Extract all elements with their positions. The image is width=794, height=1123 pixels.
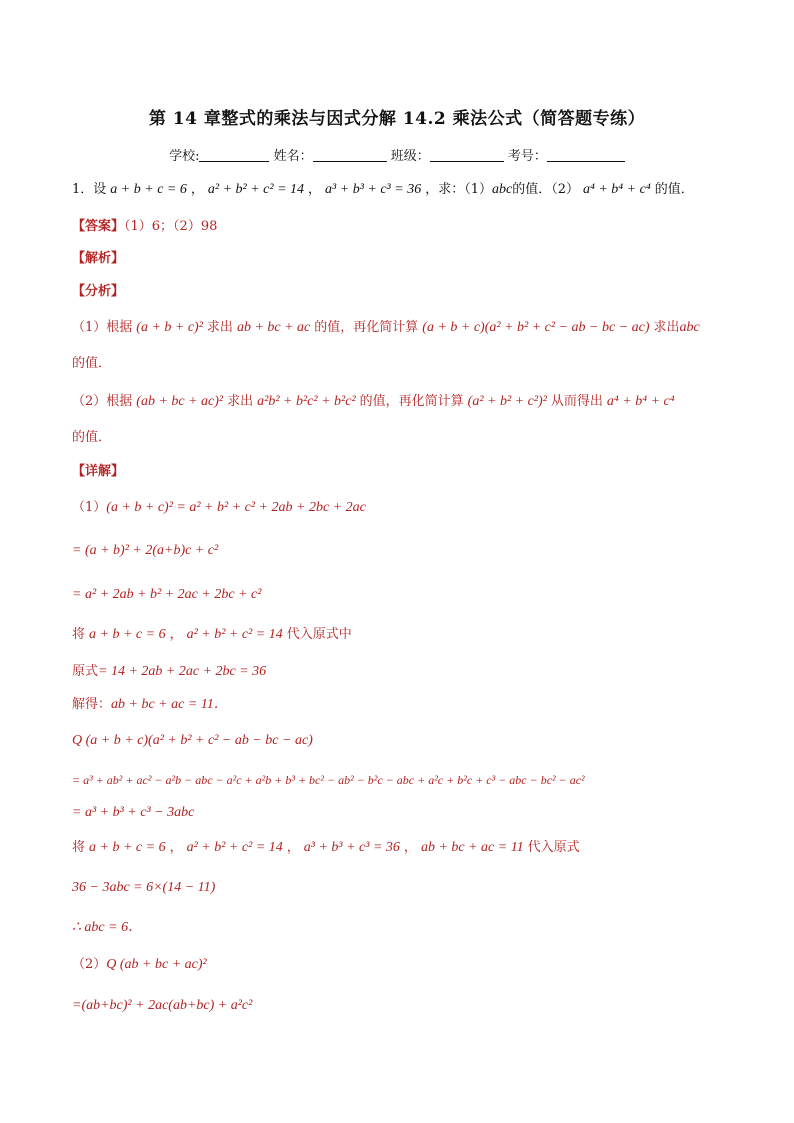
detail-line-3: = a² + 2ab + b² + 2ac + 2bc + c² xyxy=(72,587,262,602)
fenxi-formula: a²b² + b²c² + b²c² xyxy=(257,394,356,409)
question-formula: a⁴ + b⁴ + c⁴ xyxy=(582,182,651,197)
school-label: 学校: xyxy=(169,149,200,164)
detail-line-14: =(ab+bc)² + 2ac(ab+bc) + a²c² xyxy=(72,998,253,1013)
detail-line-1 xyxy=(72,498,754,518)
question-text: ，求：（1） xyxy=(425,182,492,197)
detail-prefix: （1） xyxy=(72,500,107,515)
question-text: 的值．（2） xyxy=(512,182,579,197)
detail-formula: a + b + c = 6 xyxy=(89,840,166,855)
detail-formula: a³ + b³ + c³ = 36 xyxy=(303,840,400,855)
fenxi-formula: abc xyxy=(679,320,700,335)
detail-line-4 xyxy=(72,625,754,645)
question-formula: a + b + c = 6 xyxy=(110,182,187,197)
detail-line-2: = (a + b)² + 2(a+b)c + c² xyxy=(72,543,219,558)
fenxi-formula: a⁴ + b⁴ + c⁴ xyxy=(606,394,675,409)
detail-line-8: = a³ + ab² + ac² − a²b − abc − a²c + a²b + b³ + bc² − ab² − b²c − abc + a²c + b²c + c³ − abc − bc² − ac² xyxy=(72,773,585,787)
page-title: 第 14 章整式的乘法与因式分解 14.2 乘法公式（简答题专练） xyxy=(148,109,646,129)
detail-text: ， xyxy=(286,840,300,855)
detail-text: 解得： xyxy=(72,697,112,712)
detail-text: 代入原式 xyxy=(527,840,580,855)
answer-label: 【答案】 xyxy=(72,219,125,234)
detail-line-11: 36 − 3abc = 6×(14 − 11) xyxy=(72,880,216,895)
question-formula: a² + b² + c² = 14 xyxy=(207,182,305,197)
detail-line-10 xyxy=(72,838,754,858)
detail-label: 【详解】 xyxy=(72,464,125,479)
question-text: ， xyxy=(308,182,322,197)
detail-formula: a² + b² + c² = 14 xyxy=(186,840,283,855)
answer-value: （1）6；（2）98 xyxy=(124,219,218,234)
student-info-row xyxy=(0,145,794,164)
school-blank xyxy=(199,149,269,162)
class-label: 班级： xyxy=(390,149,430,164)
fenxi-text: 从而得出 xyxy=(550,394,603,409)
fenxi-formula: ab + bc + ac xyxy=(236,320,311,335)
detail-text: 代入原式中 xyxy=(286,627,352,642)
detail-text: ， xyxy=(169,627,183,642)
detail-line-7: Q (a + b + c)(a² + b² + c² − ab − bc − ac) xyxy=(72,733,313,748)
detail-formula: Q (ab + bc + ac)² xyxy=(106,957,207,972)
fenxi-label: 【分析】 xyxy=(72,284,125,299)
exam-no-label: 考号： xyxy=(507,149,547,164)
exam-no-blank xyxy=(547,149,625,162)
fenxi-text: （2）根据 xyxy=(72,394,133,409)
analysis-label: 【解析】 xyxy=(72,251,125,266)
class-blank xyxy=(430,149,504,162)
detail-prefix: （2） xyxy=(72,957,107,972)
fenxi-text: 求出 xyxy=(227,394,254,409)
question-text: 设 xyxy=(93,182,107,197)
name-label: 姓名： xyxy=(273,149,313,164)
fenxi-formula: (a + b + c)² xyxy=(136,320,203,335)
detail-formula: a² + b² + c² = 14 xyxy=(186,627,283,642)
name-blank xyxy=(313,149,387,162)
fenxi-paragraph-1-end: 的值． xyxy=(72,356,112,371)
fenxi-text: 的值，再化简计算 xyxy=(314,320,419,335)
question-formula: a³ + b³ + c³ = 36 xyxy=(325,182,422,197)
detail-line-6 xyxy=(72,695,754,715)
detail-formula: ab + bc + ac = 11． xyxy=(111,697,228,712)
question-text: 的值． xyxy=(654,182,694,197)
detail-line-12: ∴ abc = 6． xyxy=(72,920,143,935)
fenxi-text: 的值，再化简计算 xyxy=(359,394,464,409)
detail-formula: = 14 + 2ab + 2ac + 2bc = 36 xyxy=(98,664,267,679)
fenxi-paragraph-2-end: 的值． xyxy=(72,430,112,445)
fenxi-text: 求出 xyxy=(653,320,680,335)
fenxi-text: （1）根据 xyxy=(72,320,133,335)
answer-line xyxy=(72,217,754,237)
question-number: 1． xyxy=(72,182,94,197)
question-line xyxy=(72,180,754,200)
detail-formula: a + b + c = 6 xyxy=(89,627,166,642)
detail-formula: ab + bc + ac = 11 xyxy=(420,840,524,855)
detail-text: 原式 xyxy=(72,664,99,679)
fenxi-paragraph-2 xyxy=(72,392,754,412)
detail-line-9: = a³ + b³ + c³ − 3abc xyxy=(72,805,195,820)
fenxi-formula: (ab + bc + ac)² xyxy=(136,394,224,409)
detail-text: ， xyxy=(403,840,417,855)
detail-line-13 xyxy=(72,955,754,975)
detail-line-5 xyxy=(72,662,754,682)
question-text: ， xyxy=(190,182,204,197)
fenxi-formula: (a² + b² + c²)² xyxy=(467,394,547,409)
fenxi-formula: (a + b + c)(a² + b² + c² − ab − bc − ac) xyxy=(422,320,650,335)
detail-text: 将 xyxy=(72,840,86,855)
detail-formula: (a + b + c)² = a² + b² + c² + 2ab + 2bc + 2ac xyxy=(106,500,366,515)
fenxi-paragraph-1 xyxy=(72,318,754,338)
fenxi-text: 求出 xyxy=(206,320,233,335)
detail-text: ， xyxy=(169,840,183,855)
detail-text: 将 xyxy=(72,627,86,642)
question-formula: abc xyxy=(491,182,513,197)
